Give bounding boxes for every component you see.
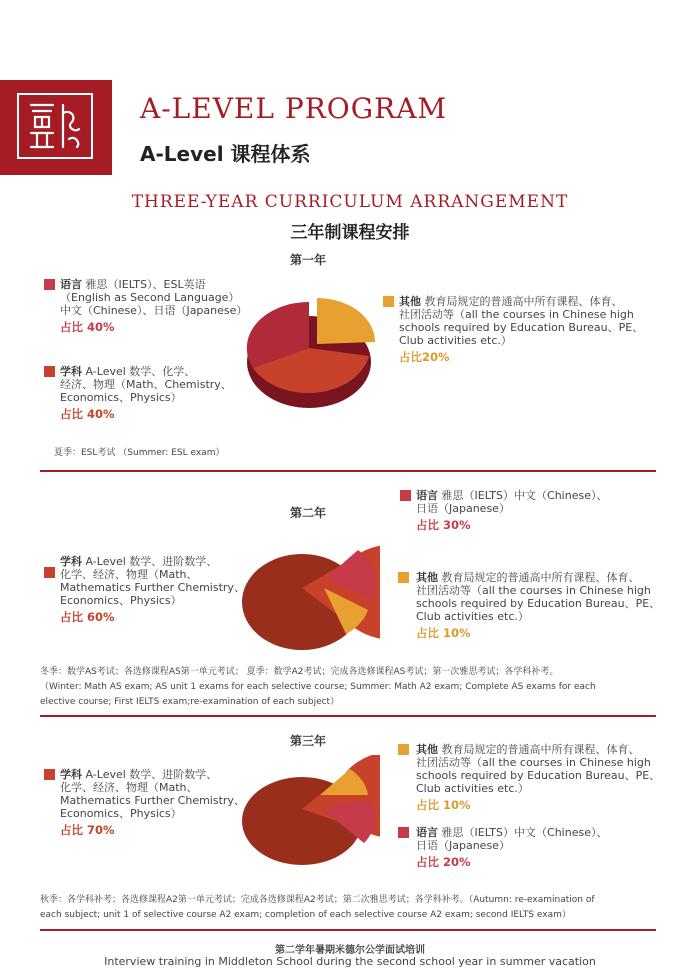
note-line: （Winter: Math AS exam; AS unit 1 exams for each selective course; Summer: Math A2 exam; Complete AS exams for each [40, 682, 596, 692]
subject-legend-swatch [44, 567, 55, 578]
subject-desc-line: 化学、经济、物理（Math、 [60, 781, 198, 794]
subject-key: 学科 [60, 555, 82, 568]
subject-desc-line: Economics、Physics） [60, 807, 182, 820]
language-desc-line: 日语（Japanese） [416, 502, 510, 515]
year-1-title: 第一年 [290, 253, 327, 267]
year-2-exam-note [40, 665, 670, 710]
divider [40, 715, 656, 717]
subject-desc-line: Economics、Physics） [60, 391, 182, 404]
language-legend-swatch [44, 279, 55, 290]
other-percent: 占比20% [399, 350, 450, 364]
subject-desc: A-Level 数学、化学、 [85, 365, 196, 378]
note-line: 秋季：各学科补考；各选修课程A2第一单元考试；完成各选修课程A2考试；第二次雅思考试；各学科补考。（Autumn: re-examination of [40, 895, 595, 905]
subject-desc: A-Level 数学、进阶数学、 [85, 555, 218, 568]
language-key: 语言 [416, 826, 438, 839]
other-desc-line: Club activities etc.） [399, 334, 512, 347]
subject-desc: A-Level 数学、进阶数学、 [85, 768, 218, 781]
other-percent: 占比 10% [416, 626, 471, 640]
other-desc-line: 社团活动等（all the courses in Chinese high [416, 584, 651, 597]
other-key: 其他 [416, 571, 438, 584]
language-desc-line: 日语（Japanese） [416, 839, 510, 852]
other-desc-line: Club activities etc.） [416, 610, 529, 623]
subject-legend-swatch [44, 366, 55, 377]
note-line: elective course; First IELTS exam;re-examination of each subject） [40, 697, 340, 707]
subject-desc-line: 经济、物理（Math、Chemistry、 [60, 378, 232, 391]
subject-desc-line: Mathematics Further Chemistry、 [60, 794, 245, 807]
language-key: 语言 [60, 278, 82, 291]
note-line: each subject; unit 1 of selective course A2 exam; completion of each selective course A2 exam; second IELTS exam） [40, 910, 571, 920]
year-1-other-item [383, 295, 663, 364]
language-percent: 占比 20% [416, 855, 471, 869]
language-desc-line: （English as Second Language） [60, 291, 240, 304]
other-key: 其他 [416, 743, 438, 756]
other-desc-line: Club activities etc.） [416, 782, 529, 795]
year-1-subject-item [44, 365, 274, 421]
divider [40, 929, 656, 931]
other-legend-swatch [398, 572, 409, 583]
language-desc: 雅思（IELTS）、ESL英语 [85, 278, 206, 291]
divider [40, 470, 656, 472]
subject-percent: 占比 40% [60, 407, 115, 421]
other-desc-line: schools required by Education Bureau、PE、 [416, 769, 661, 782]
subject-key: 学科 [60, 365, 82, 378]
language-percent: 占比 30% [416, 518, 471, 532]
year-3-language-item [398, 826, 678, 869]
subject-desc-line: Economics、Physics） [60, 594, 182, 607]
subject-legend-swatch [44, 769, 55, 780]
language-key: 语言 [416, 489, 438, 502]
language-legend-swatch [398, 827, 409, 838]
page-title-en: A-LEVEL PROGRAM [140, 92, 448, 125]
subject-desc-line: 化学、经济、物理（Math、 [60, 568, 198, 581]
language-desc-line: 中文（Chinese）、日语（Japanese） [60, 304, 248, 317]
language-legend-swatch [400, 490, 411, 501]
other-key: 其他 [399, 295, 421, 308]
footer-en: Interview training in Middleton School during the second school year in summer vacation [104, 955, 596, 968]
seal-glyph-icon [19, 95, 91, 157]
school-logo [0, 80, 112, 175]
other-desc-line: schools required by Education Bureau、PE、 [416, 597, 661, 610]
footer-cn: 第二学年暑期米德尔公学面试培训 [275, 945, 425, 956]
language-desc: 雅思（IELTS）中文（Chinese）、 [441, 826, 608, 839]
year-1-pie-chart [245, 290, 385, 420]
year-3-other-item [398, 743, 678, 812]
year-1-exam-note: 夏季：ESL考试 （Summer: ESL exam） [54, 448, 225, 458]
subject-key: 学科 [60, 768, 82, 781]
other-desc: 教育局规定的普通高中所有课程、体育、 [424, 295, 623, 308]
year-2-other-item [398, 571, 678, 640]
other-desc-line: 社团活动等（all the courses in Chinese high [399, 308, 634, 321]
subject-desc-line: Mathematics Further Chemistry、 [60, 581, 245, 594]
subject-percent: 占比 60% [60, 610, 115, 624]
page-title-cn: A-Level 课程体系 [140, 142, 311, 166]
other-desc: 教育局规定的普通高中所有课程、体育、 [441, 743, 640, 756]
logo-seal-icon [17, 93, 93, 159]
other-desc-line: schools required by Education Bureau、PE、 [399, 321, 644, 334]
note-line: 冬季：数学AS考试；各选修课程AS第一单元考试； 夏季：数学A2考试；完成各选修课程AS考试；第一次雅思考试；各学科补考。 [40, 667, 559, 677]
year-3-pie-chart [240, 755, 380, 875]
year-2-pie-chart [240, 530, 380, 660]
section-title-en: THREE-YEAR CURRICULUM ARRANGEMENT [131, 192, 569, 212]
year-3-exam-note [40, 893, 670, 923]
year-2-language-item [400, 489, 670, 532]
year-2-title: 第二年 [290, 506, 327, 520]
section-title-cn: 三年制课程安排 [290, 223, 410, 243]
other-desc-line: 社团活动等（all the courses in Chinese high [416, 756, 651, 769]
year-3-title: 第三年 [290, 734, 327, 748]
subject-percent: 占比 70% [60, 823, 115, 837]
other-percent: 占比 10% [416, 798, 471, 812]
other-legend-swatch [398, 744, 409, 755]
language-percent: 占比 40% [60, 320, 115, 334]
language-desc: 雅思（IELTS）中文（Chinese）、 [441, 489, 608, 502]
year-1-language-item [44, 278, 274, 334]
other-legend-swatch [383, 296, 394, 307]
other-desc: 教育局规定的普通高中所有课程、体育、 [441, 571, 640, 584]
